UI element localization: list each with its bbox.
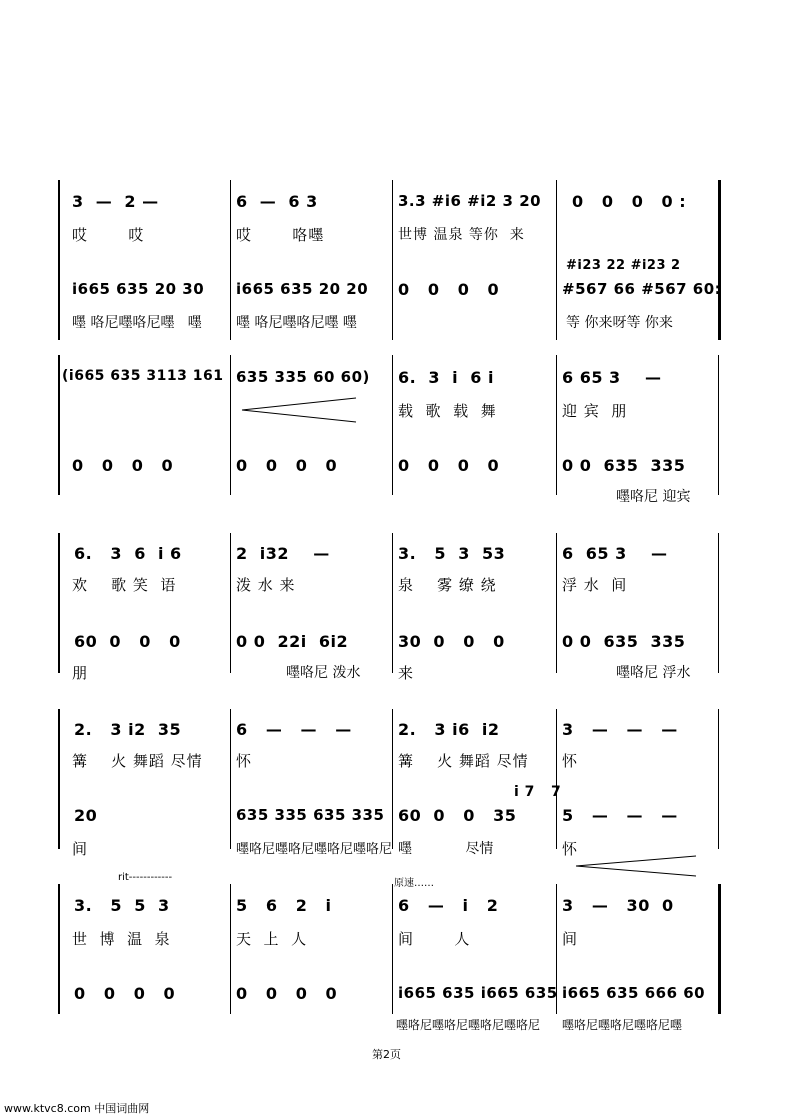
- lower-lyrics-m3: 来: [398, 664, 415, 682]
- upper-lyrics-m4: 浮 水 间: [562, 576, 628, 594]
- upper-notes-m3: 6. 3 i 6 i: [398, 368, 494, 387]
- upper-lyrics-m4: 怀: [562, 752, 579, 770]
- upper-extra-notes: i 7 7: [514, 784, 562, 800]
- barline: [392, 709, 393, 849]
- lower-lyrics-m1: 嚜 咯尼嚜咯尼嚜 嚜: [72, 315, 202, 331]
- score-system-3: [0, 528, 790, 698]
- barline: [718, 355, 719, 495]
- upper-notes-m4: 3 — 30 0: [562, 896, 674, 915]
- score-system-5: [0, 872, 790, 1042]
- score-system-4: [0, 704, 790, 874]
- upper-lyrics-m1: 哎 哎: [72, 226, 145, 244]
- lower-notes-m1: 60 0 0 0: [74, 632, 181, 651]
- upper-lyrics-m2: 怀: [236, 752, 253, 770]
- barline: [230, 180, 231, 340]
- lower-lyrics-m4: 嚜咯尼 迎宾: [616, 489, 691, 505]
- upper-notes-m4: 6 65 3 —: [562, 368, 662, 387]
- lower-notes-m4: i665 635 666 60: [562, 984, 706, 1002]
- lower-notes-m1: 0 0 0 0: [72, 456, 174, 475]
- lower-lyrics-m4: 嚜咯尼嚜咯尼嚜咯尼嚜: [562, 1018, 683, 1032]
- lower-notes-m2: 0 0 0 0: [236, 984, 338, 1003]
- lower-notes-m3: 0 0 0 0: [398, 456, 500, 475]
- upper-lyrics-m3: 泉 雾 缭 绕: [398, 576, 497, 594]
- lower-lyrics-m2: 嚜 咯尼嚜咯尼嚜 嚜: [236, 315, 357, 331]
- lower-notes-m3: 30 0 0 0: [398, 632, 505, 651]
- lower-notes-m3: 60 0 0 35: [398, 806, 517, 825]
- lower-lyrics-m1: 间: [72, 840, 89, 858]
- upper-notes-m4: 6 65 3 —: [562, 544, 668, 563]
- a-tempo-marking: 原速……: [394, 878, 434, 889]
- system-brace: [58, 884, 70, 1014]
- barline: [556, 709, 557, 849]
- system-brace: [58, 180, 70, 340]
- system-brace: [58, 533, 70, 673]
- ritardando-marking: rit------------: [118, 872, 173, 883]
- upper-lyrics-m3: 载 歌 载 舞: [398, 402, 497, 420]
- upper-lyrics-m3: 世博 温泉 等你 来: [398, 227, 525, 243]
- lower-notes-m2: 0 0 0 0: [236, 456, 338, 475]
- barline: [556, 355, 557, 495]
- upper-notes-m2: 6 — 6 3: [236, 192, 318, 211]
- upper-lyrics-m4: 迎 宾 朋: [562, 402, 628, 420]
- upper-lyrics-m3: 篝 火 舞蹈 尽情: [398, 752, 529, 770]
- upper-notes-m4: 0 0 0 0 :: [572, 192, 687, 211]
- lower-lyrics-m4: 等 你来呀等 你来: [566, 315, 673, 331]
- crescendo-hairpin: [240, 396, 360, 424]
- lower-notes-m2: 635 335 635 335: [236, 806, 385, 824]
- barline: [718, 709, 719, 849]
- repeat-end-barline: [718, 180, 721, 340]
- upper-notes-m2: 2 i32 —: [236, 544, 330, 563]
- upper-lyrics-m4: 间: [562, 930, 579, 948]
- site-credit: www.ktvc8.com 中国词曲网: [4, 1102, 150, 1115]
- lower-notes-m2: i665 635 20 20: [236, 280, 369, 298]
- upper-notes-m1: 6. 3 6 i 6: [74, 544, 182, 563]
- lower-lyrics-m2: 嚜咯尼嚜咯尼嚜咯尼嚜咯尼: [236, 842, 393, 857]
- barline: [392, 533, 393, 673]
- upper-lyrics-m2: 哎 咯嚜: [236, 226, 325, 244]
- system-brace: [58, 709, 70, 849]
- lower-notes-m3: i665 635 i665 635: [398, 984, 558, 1002]
- barline: [230, 709, 231, 849]
- upper-notes-m1: (i665 635 3113 161: [62, 368, 224, 384]
- barline: [392, 180, 393, 340]
- lower-notes-m1: i665 635 20 30: [72, 280, 205, 298]
- upper-lyrics-m3: 间 人: [398, 930, 471, 948]
- page-number: 第2页: [372, 1048, 401, 1061]
- upper-lyrics-m2: 天 上 人: [236, 930, 308, 948]
- lower-notes-m1: 0 0 0 0: [74, 984, 176, 1003]
- barline: [230, 884, 231, 1014]
- barline: [392, 355, 393, 495]
- final-barline: [718, 884, 721, 1014]
- upper-notes-m1: 2. 3 i2 35: [74, 720, 182, 739]
- lower-notes-m4: 0 0 635 335: [562, 456, 686, 475]
- upper-extra-notes: #i23 22 #i23 2: [566, 258, 681, 273]
- lower-lyrics-m3: 嚜咯尼嚜咯尼嚜咯尼嚜咯尼: [396, 1018, 541, 1032]
- barline: [556, 180, 557, 340]
- lower-lyrics-m3: 嚜 尽情: [398, 841, 494, 857]
- upper-lyrics-m1: 世 博 温 泉: [72, 930, 171, 948]
- upper-notes-m3: 6 — i 2: [398, 896, 499, 915]
- barline: [392, 884, 393, 1014]
- upper-notes-m3: 3.3 #i6 #i2 3 20: [398, 192, 542, 210]
- upper-notes-m1: 3. 5 5 3: [74, 896, 170, 915]
- lower-notes-m3: 0 0 0 0: [398, 280, 500, 299]
- barline: [556, 533, 557, 673]
- upper-notes-m1: 3 — 2 —: [72, 192, 159, 211]
- upper-notes-m2: 6 — — —: [236, 720, 352, 739]
- lower-lyrics-m4: 嚜咯尼 浮水: [616, 665, 691, 681]
- upper-lyrics-m2: 泼 水 来: [236, 576, 296, 594]
- upper-lyrics-m1: 欢 歌 笑 语: [72, 576, 177, 594]
- lower-notes-m4: 0 0 635 335: [562, 632, 686, 651]
- barline: [718, 533, 719, 673]
- lower-lyrics-m1: 朋: [72, 664, 89, 682]
- barline: [230, 533, 231, 673]
- lower-lyrics-m2: 嚜咯尼 泼水: [286, 665, 361, 681]
- upper-notes-m2: 5 6 2 i: [236, 896, 332, 915]
- lower-lyrics-m4: 怀: [562, 840, 579, 858]
- upper-notes-m3: 3. 5 3 53: [398, 544, 506, 563]
- lower-notes-m4: 5 — — —: [562, 806, 678, 825]
- lower-notes-m1: 20: [74, 806, 98, 825]
- upper-notes-m3: 2. 3 i6 i2: [398, 720, 500, 739]
- upper-notes-m4: 3 — — —: [562, 720, 678, 739]
- upper-notes-m2: 635 335 60 60): [236, 368, 370, 386]
- barline: [230, 355, 231, 495]
- score-system-1: [0, 170, 790, 350]
- upper-lyrics-m1: 篝 火 舞蹈 尽情: [72, 752, 203, 770]
- lower-notes-m2: 0 0 22i 6i2: [236, 632, 349, 651]
- score-system-2: [0, 350, 790, 520]
- lower-notes-m4: #567 66 #567 60:: [562, 280, 722, 298]
